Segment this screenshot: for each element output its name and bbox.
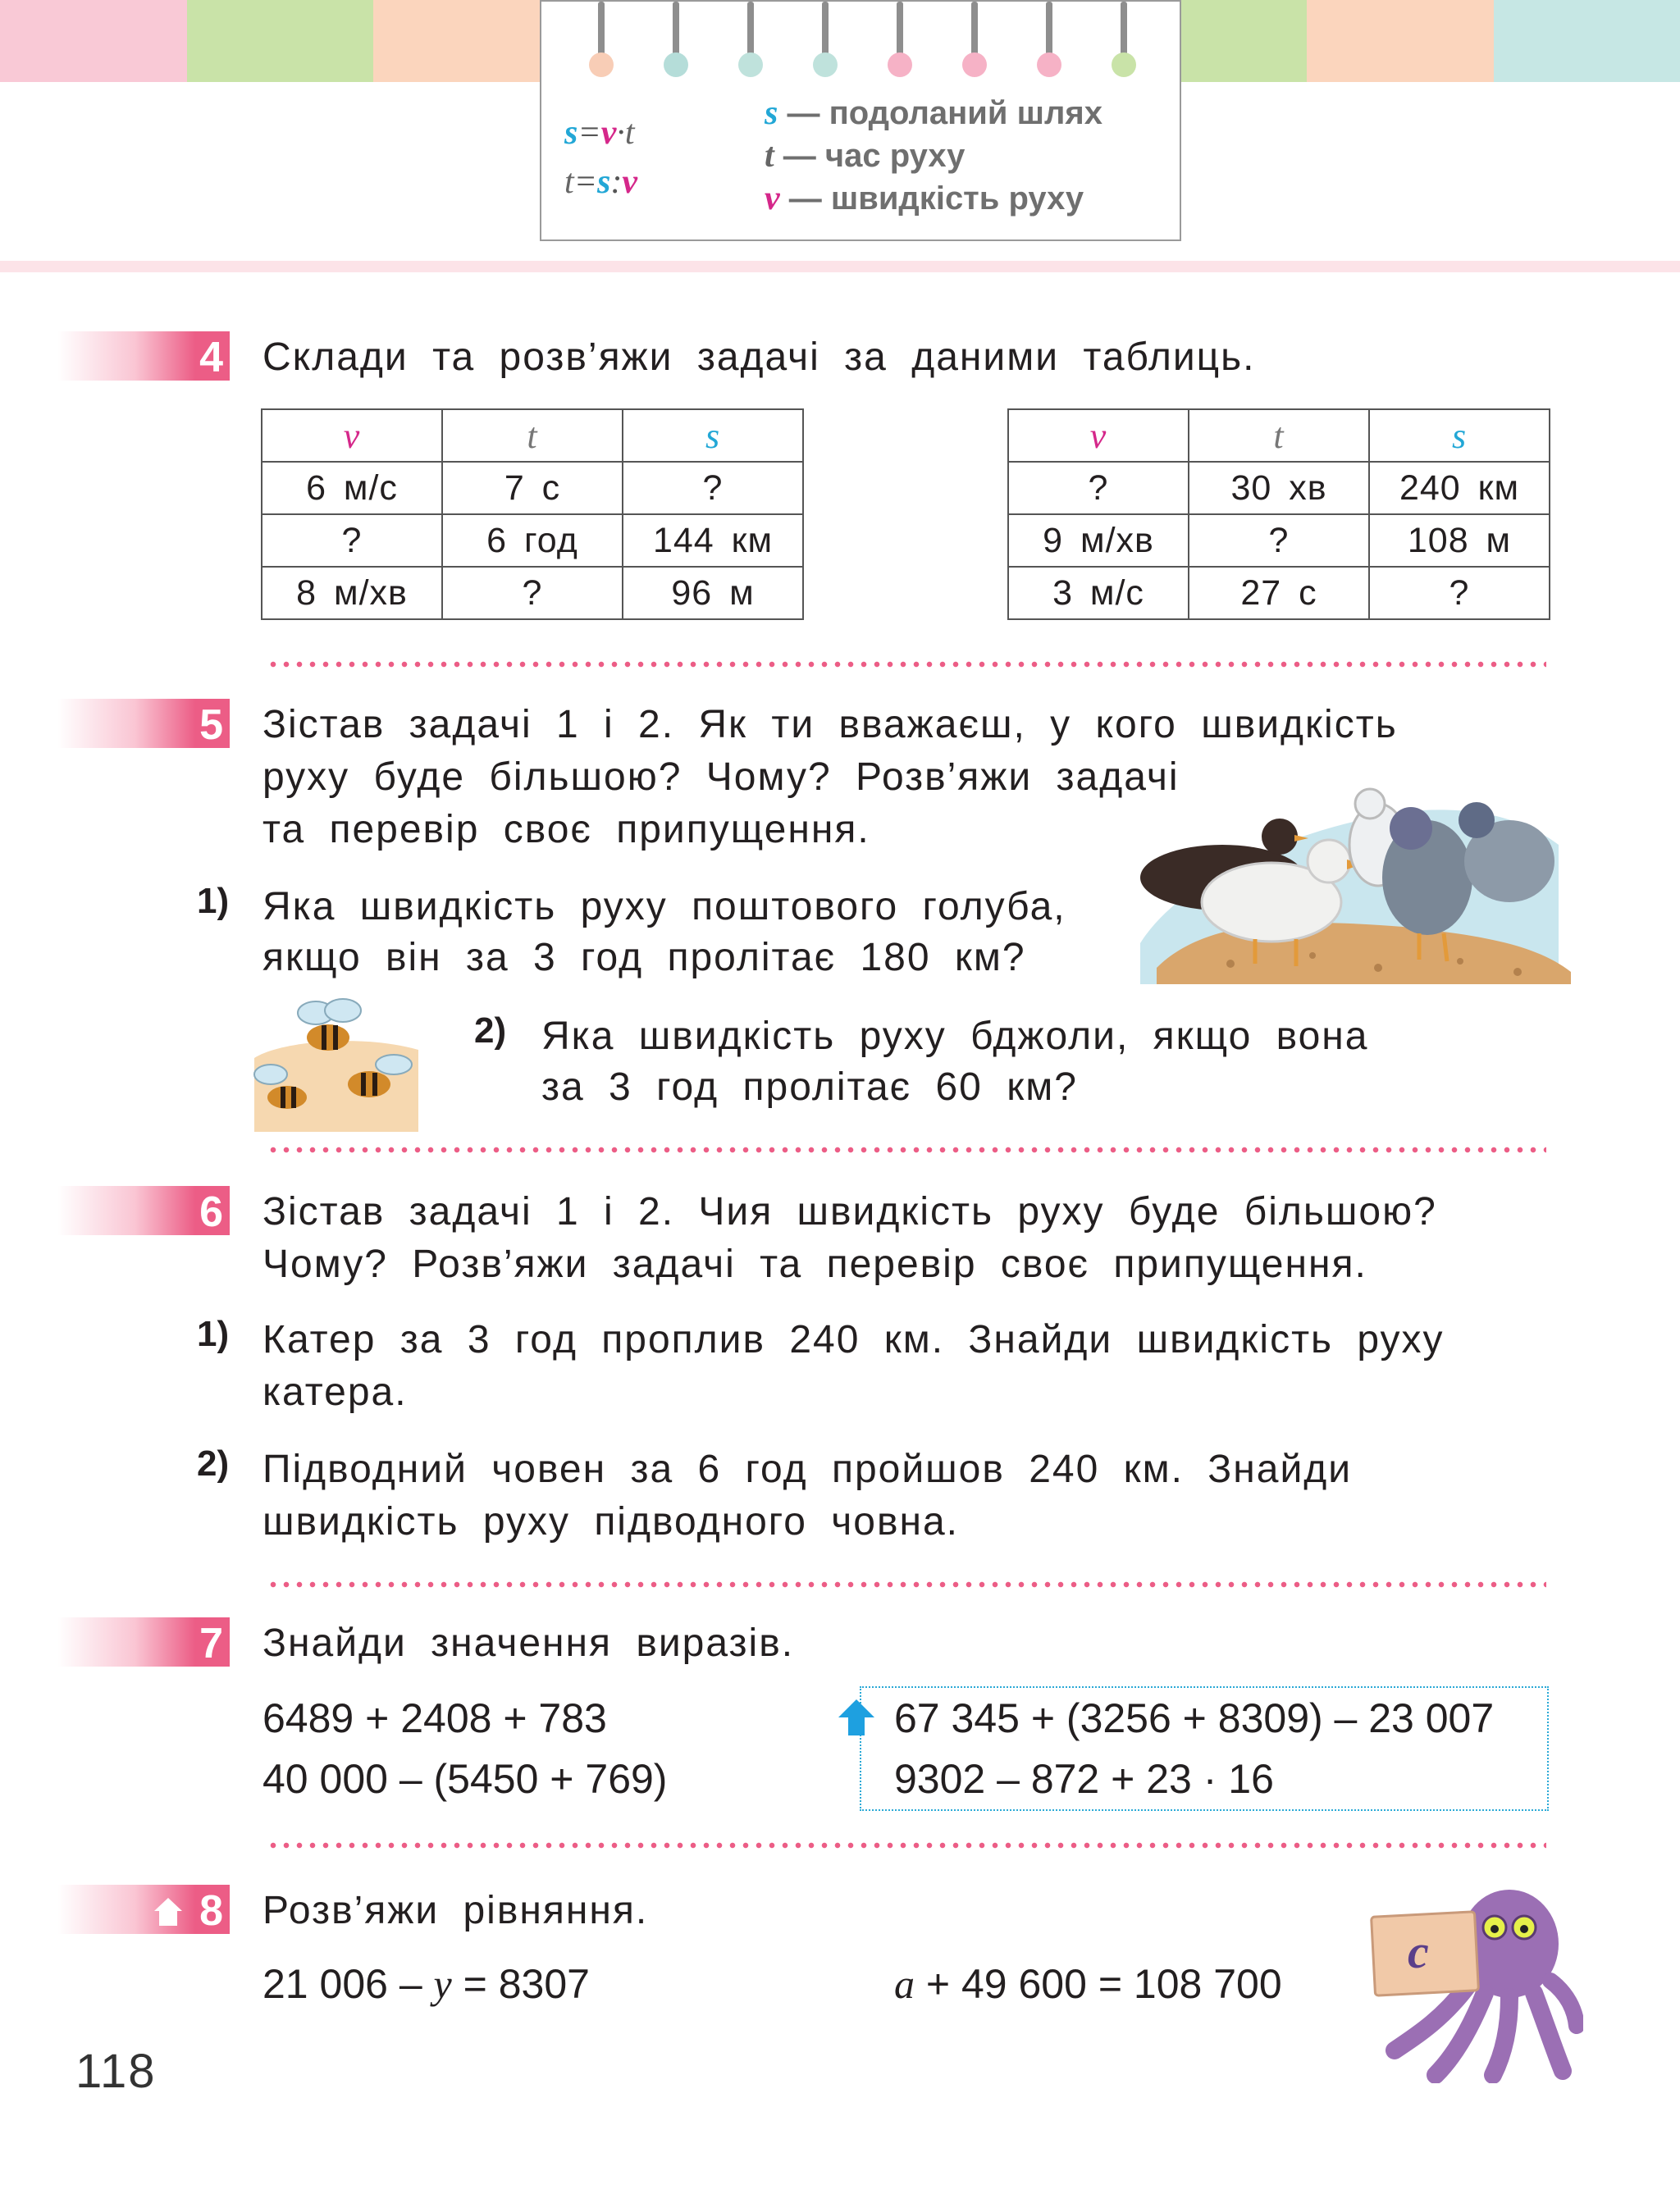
task-badge-6 [57, 1186, 230, 1235]
task-number: 7 [199, 1620, 223, 1667]
table-cell: 96 м [623, 567, 803, 619]
equation-part: 21 006 – [262, 1961, 422, 2007]
task4-text: Склади та розв’яжи задачі за даними таблиць. [262, 335, 1256, 379]
sym-t: t [624, 114, 635, 152]
header-v: v [262, 409, 442, 462]
formula-distance [564, 113, 635, 153]
table-cell: 240 км [1369, 462, 1550, 514]
card-letter: c [1408, 1925, 1429, 1978]
legend-t [765, 136, 965, 176]
header-s: s [623, 409, 803, 462]
ring-hole [962, 52, 987, 77]
dotted-divider [267, 1147, 1546, 1153]
header-v: v [1008, 409, 1189, 462]
table-cell: ? [1008, 462, 1189, 514]
ring-hole [738, 52, 763, 77]
equation-1 [262, 1960, 590, 2008]
header-band [0, 261, 1680, 272]
task7-text: Знайди значення виразів. [262, 1621, 795, 1665]
task5-p1-line-2: якщо він за 3 год пролітає 180 км? [262, 936, 1026, 979]
task6-p2-line-2: швидкість руху підводного човна. [262, 1500, 960, 1544]
ring-wire [747, 2, 754, 59]
table-row [1008, 514, 1550, 567]
expression: 67 345 + (3256 + 8309) – 23 007 [894, 1695, 1495, 1741]
ring-wire [897, 2, 903, 59]
subtask-label: 2) [474, 1010, 507, 1051]
bees-illustration [246, 992, 427, 1132]
ring-wire [1046, 2, 1052, 59]
table-cell: 7 с [442, 462, 623, 514]
task5-p2-line-1: Яка швидкість руху бджоли, якщо вона [541, 1015, 1369, 1058]
task6-p1-line-1: Катер за 3 год проплив 240 км. Знайди швидкість руху [262, 1318, 1445, 1361]
notebook-ring [664, 2, 688, 77]
strip-segment [1494, 0, 1680, 82]
expression: 9302 – 872 + 23 · 16 [894, 1756, 1274, 1802]
ring-wire [971, 2, 978, 59]
task4-table-2 [1007, 408, 1550, 620]
table-row [1008, 462, 1550, 514]
page-number: 118 [75, 2045, 157, 2098]
table-cell: 144 км [623, 514, 803, 567]
table-cell: 108 м [1369, 514, 1550, 567]
task-badge-8 [57, 1885, 230, 1934]
ring-hole [664, 52, 688, 77]
notebook-ring [888, 2, 912, 77]
sym-div: : [610, 163, 623, 201]
ring-wire [822, 2, 829, 59]
equation-variable: a [894, 1961, 915, 2007]
equation-part: + 49 600 = 108 700 [925, 1961, 1282, 2007]
table-cell: ? [442, 567, 623, 619]
table-row [262, 514, 803, 567]
sym-v: v [600, 114, 617, 152]
table-cell: ? [1369, 567, 1550, 619]
sym-eq: = [578, 114, 601, 152]
ring-wire [598, 2, 605, 59]
header-t: t [1189, 409, 1369, 462]
task5-line-3: та перевір своє припущення. [262, 808, 870, 851]
sym-v: v [622, 163, 638, 201]
expression: 40 000 – (5450 + 769) [262, 1756, 668, 1802]
ring-hole [1112, 52, 1136, 77]
ring-wire [673, 2, 679, 59]
pigeons-illustration [1132, 779, 1575, 984]
table-cell: 8 м/хв [262, 567, 442, 619]
table-cell: 6 м/с [262, 462, 442, 514]
task-badge-4 [57, 331, 230, 381]
equation-2 [894, 1960, 1282, 2008]
table-cell: 27 с [1189, 567, 1369, 619]
task6-p2-line-1: Підводний човен за 6 год пройшов 240 км. Знайди [262, 1448, 1353, 1491]
legend-s [765, 93, 1102, 133]
task-badge-5 [57, 699, 230, 748]
subtask-label: 2) [197, 1444, 230, 1484]
task4-table-1 [261, 408, 804, 620]
table-row [262, 567, 803, 619]
legend-v [765, 179, 1084, 218]
formula-time [564, 162, 637, 202]
task5-line-2: руху буде більшою? Чому? Розв’яжи задачі [262, 755, 1180, 799]
ring-hole [888, 52, 912, 77]
ring-hole [813, 52, 838, 77]
ring-hole [1037, 52, 1061, 77]
task-number: 5 [199, 701, 223, 749]
strip-segment [373, 0, 560, 82]
table-cell: 30 хв [1189, 462, 1369, 514]
legend-text: — подоланий шлях [787, 95, 1102, 131]
strip-segment [0, 0, 187, 82]
task-badge-7 [57, 1617, 230, 1667]
task6-p1-line-2: катера. [262, 1371, 408, 1414]
notebook-ring [1112, 2, 1136, 77]
sym-s: s [564, 114, 578, 152]
table-row [262, 462, 803, 514]
table-cell: ? [1189, 514, 1369, 567]
legend-symbol: v [765, 180, 780, 217]
notebook-ring [813, 2, 838, 77]
table-cell: 9 м/хв [1008, 514, 1189, 567]
ring-wire [1121, 2, 1127, 59]
equation-variable: y [433, 1961, 452, 2007]
ring-hole [589, 52, 614, 77]
header-t: t [442, 409, 623, 462]
expression: 6489 + 2408 + 783 [262, 1695, 607, 1741]
strip-segment [1307, 0, 1494, 82]
task5-p2-line-2: за 3 год пролітає 60 км? [541, 1065, 1078, 1109]
equation-part: = 8307 [463, 1961, 590, 2007]
task6-line-2: Чому? Розв’яжи задачі та перевір своє припущення. [262, 1243, 1367, 1286]
notebook-ring [589, 2, 614, 77]
table-cell: 6 год [442, 514, 623, 567]
legend-text: — швидкість руху [788, 180, 1084, 217]
task-number: 8 [199, 1887, 223, 1935]
notebook-ring [962, 2, 987, 77]
up-arrow-icon [837, 1698, 876, 1737]
task5-line-1: Зістав задачі 1 і 2. Як ти вважаєш, у кого швидкість [262, 703, 1398, 746]
table-cell: ? [623, 462, 803, 514]
home-icon [153, 1896, 184, 1927]
subtask-label: 1) [197, 881, 230, 921]
table-cell: ? [262, 514, 442, 567]
notebook-ring [738, 2, 763, 77]
table-cell: 3 м/с [1008, 567, 1189, 619]
task8-text: Розв’яжи рівняння. [262, 1889, 649, 1932]
task5-p1-line-1: Яка швидкість руху поштового голуба, [262, 885, 1066, 928]
table-header-row [1008, 409, 1550, 462]
sym-dot: · [616, 114, 625, 152]
dotted-divider [267, 661, 1546, 668]
strip-segment [187, 0, 374, 82]
sym-t: t [564, 163, 574, 201]
formula-card [540, 0, 1181, 241]
subtask-label: 1) [197, 1314, 230, 1354]
sym-s: s [597, 163, 611, 201]
octopus-mascot [1370, 1878, 1583, 2083]
legend-text: — час руху [783, 138, 966, 174]
dotted-divider [267, 1581, 1546, 1588]
dotted-divider [267, 1842, 1546, 1849]
legend-symbol: t [765, 137, 774, 175]
task6-line-1: Зістав задачі 1 і 2. Чия швидкість руху буде більшою? [262, 1190, 1437, 1234]
sym-eq: = [573, 163, 598, 201]
task-number: 6 [199, 1188, 223, 1236]
table-row [1008, 567, 1550, 619]
notebook-ring [1037, 2, 1061, 77]
header-s: s [1369, 409, 1550, 462]
task-number: 4 [199, 334, 223, 381]
legend-symbol: s [765, 94, 778, 132]
table-header-row [262, 409, 803, 462]
